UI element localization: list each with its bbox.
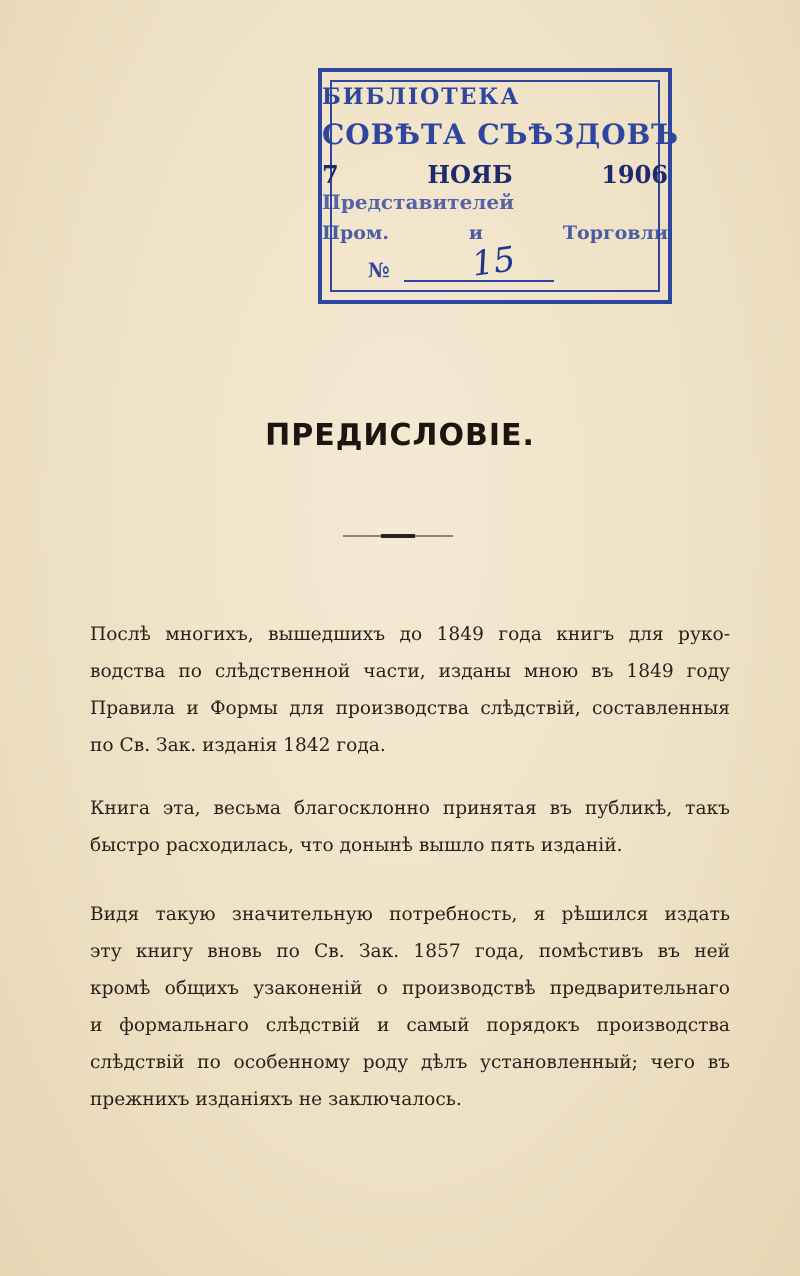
paragraph-line: водства по слѣдственной части, изданы мною въ 1849 году [90,661,730,682]
paragraph-line: и формальнаго слѣдствій и самый порядокъ производства [90,1015,730,1036]
paragraph-1 [90,616,730,764]
stamp-line-library: БИБЛІОТЕКА [322,84,521,110]
paragraph-line: эту книгу вновь по Св. Зак. 1857 года, помѣстивъ въ ней [90,941,730,962]
paragraph-line: Правила и Формы для производства слѣдствій, составленныя [90,698,730,719]
paragraph-line: слѣдствій по особенному роду дѣлъ установленный; чего въ [90,1052,730,1073]
stamp-date: 7 НОЯБ 1906 [322,160,668,189]
paragraph-line: Книга эта, весьма благосклонно принятая въ публикѣ, такъ [90,798,730,819]
stamp-line-council: СОВѢТА СЪѢЗДОВЪ [322,118,680,151]
stamp-number-label: № [368,258,390,282]
stamp-line-representatives: Представителей [322,190,514,214]
paragraph-line: прежнихъ изданіяхъ не заключалось. [90,1089,462,1110]
page-title: ПРЕДИСЛОВІЕ. [265,418,535,453]
library-stamp [318,68,680,304]
paragraph-line: Послѣ многихъ, вышедшихъ до 1849 года книгъ для руко- [90,624,730,645]
paragraph-line: Видя такую значительную потребность, я рѣшился издать [90,904,730,925]
paragraph-line: быстро расходилась, что донынѣ вышло пять изданій. [90,835,623,856]
paragraph-line: по Св. Зак. изданія 1842 года. [90,735,386,756]
paragraph-3 [90,896,730,1118]
paragraph-line: кромѣ общихъ узаконеній о производствѣ предварительнаго [90,978,730,999]
paragraph-2 [90,790,730,864]
stamp-handwritten-number: 15 [469,239,518,285]
divider-ornament [343,532,453,540]
stamp-line-industry: Пром. и Торговли [322,222,668,244]
